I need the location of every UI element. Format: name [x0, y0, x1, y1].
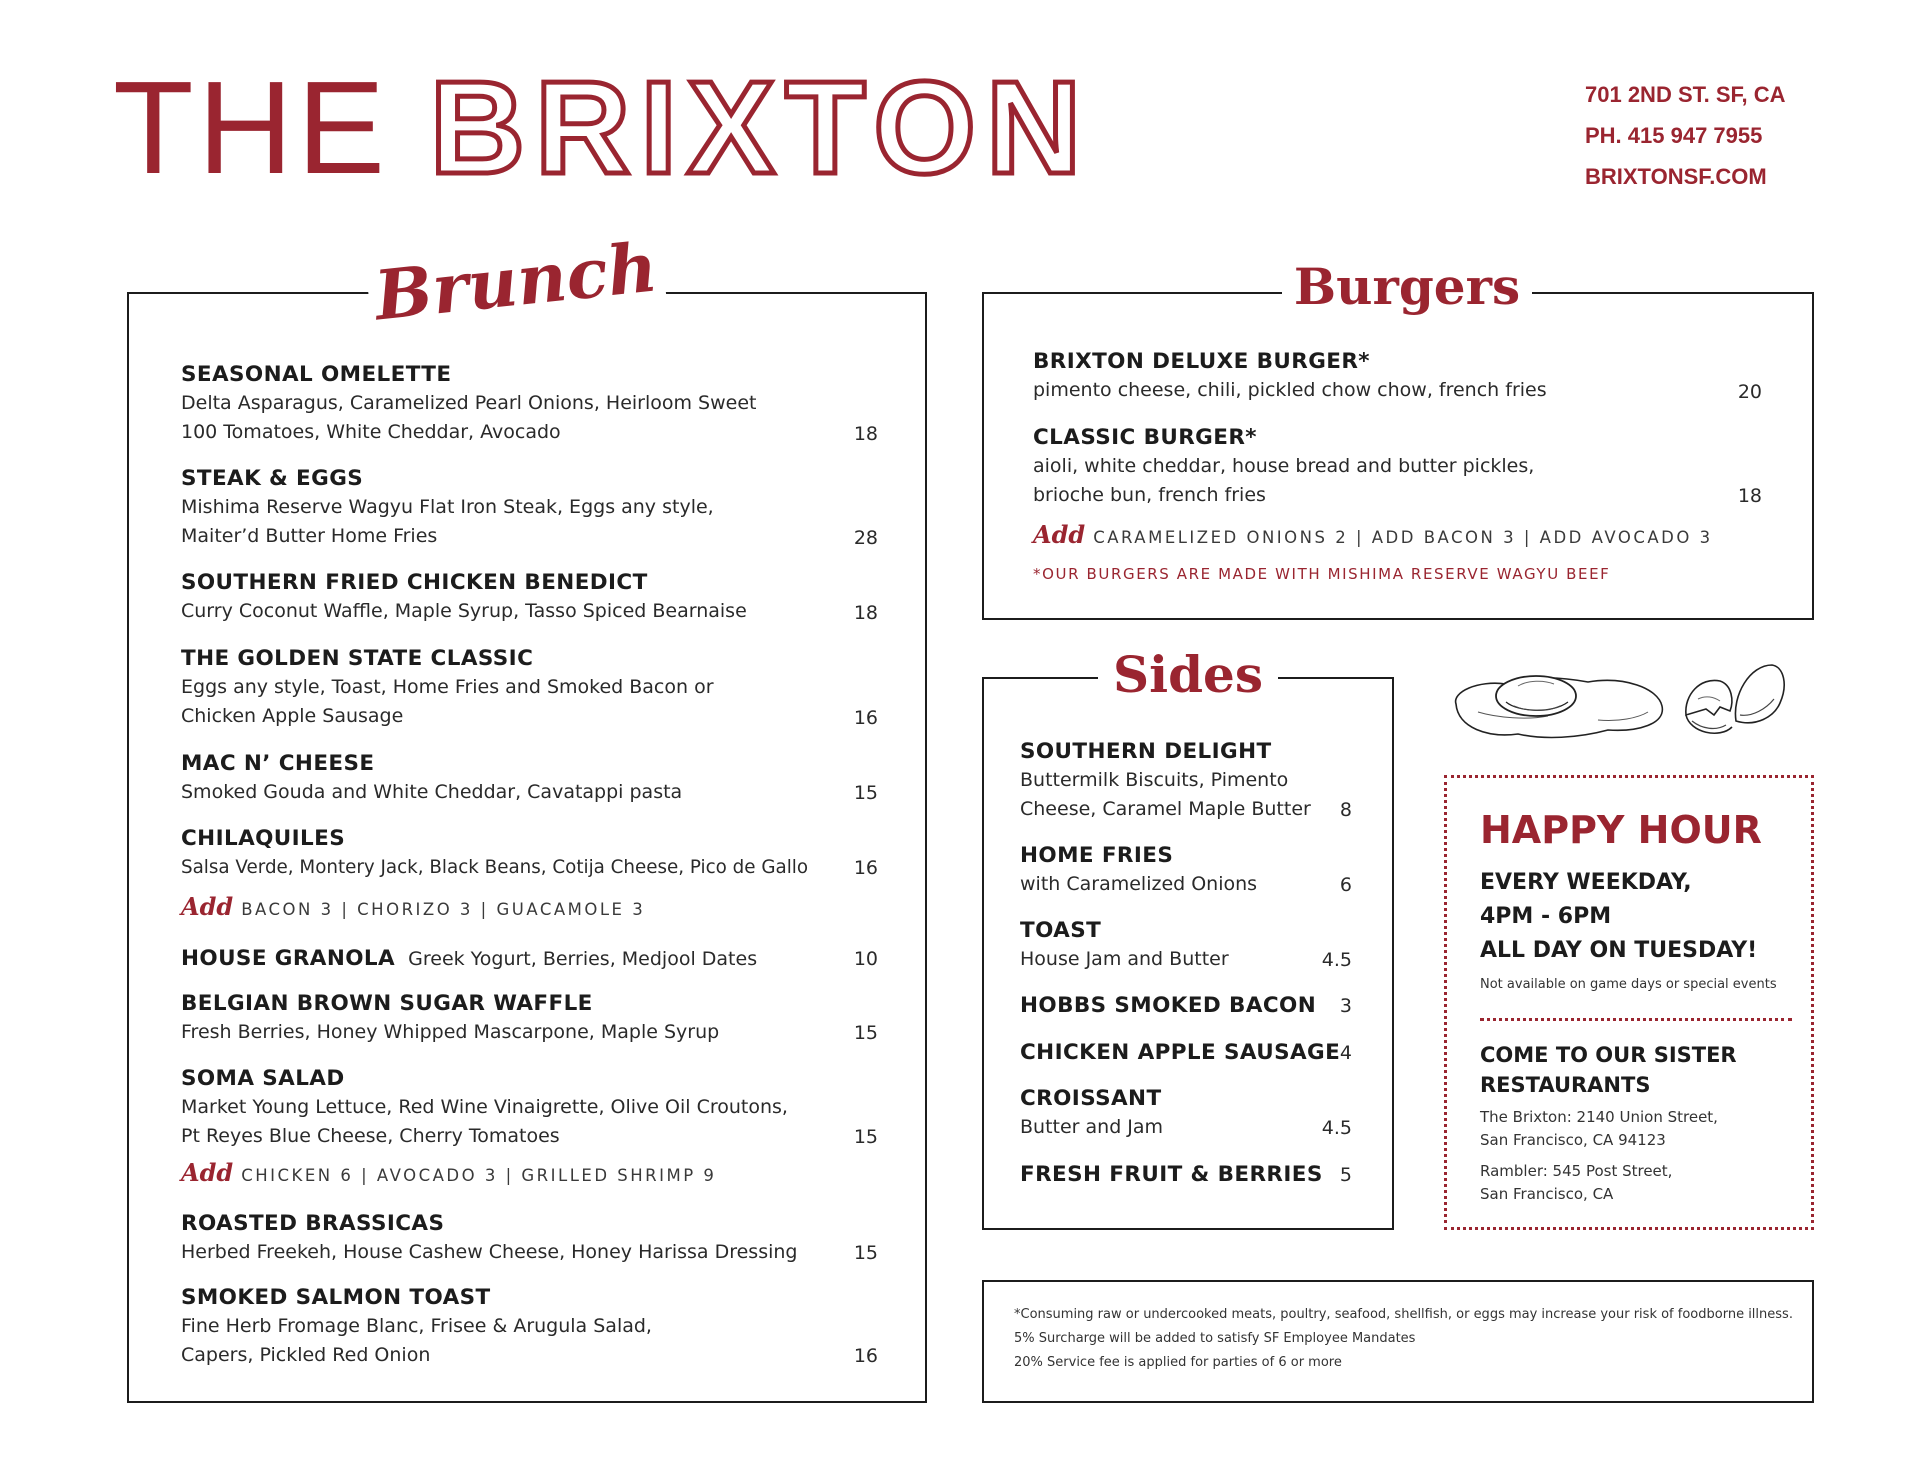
sister-restaurant-address	[1480, 1160, 1672, 1206]
sides-title: Sides	[1098, 650, 1278, 700]
happy-hour-note: Not available on game days or special events	[1480, 977, 1777, 992]
item-desc: Delta Asparagus, Caramelized Pearl Onions, Heirloom Sweet	[181, 392, 757, 414]
burger-add-ons	[1033, 520, 1713, 553]
item-price: 4.5	[1321, 1117, 1352, 1139]
item-desc: Greek Yogurt, Berries, Medjool Dates	[408, 948, 758, 970]
item-name: CLASSIC BURGER*	[1033, 425, 1257, 450]
menu-item	[181, 361, 756, 447]
item-price: 16	[853, 707, 878, 729]
happy-hour-title: HAPPY HOUR	[1480, 808, 1762, 852]
item-name: BRIXTON DELUXE BURGER*	[1033, 349, 1370, 374]
item-name: SMOKED SALMON TOAST	[181, 1285, 491, 1310]
restaurant-logo	[113, 54, 1092, 201]
item-price: 10	[853, 948, 878, 970]
item-desc: Curry Coconut Waffle, Maple Syrup, Tasso Spiced Bearnaise	[181, 600, 747, 622]
item-price: 15	[853, 1022, 878, 1044]
website-link[interactable]: BRIXTONSF.COM	[1585, 164, 1767, 189]
burger-note: *OUR BURGERS ARE MADE WITH MISHIMA RESERVE WAGYU BEEF	[1033, 565, 1611, 583]
add-options: CARAMELIZED ONIONS 2 | ADD BACON 3 | ADD AVOCADO 3	[1093, 528, 1713, 547]
add-label: Add	[1033, 520, 1086, 549]
item-price: 6	[1339, 874, 1352, 896]
burgers-title: Burgers	[1282, 262, 1532, 312]
item-desc: Chicken Apple Sausage	[181, 705, 404, 727]
add-label: Add	[181, 1158, 234, 1187]
add-options: BACON 3 | CHORIZO 3 | GUACAMOLE 3	[241, 900, 646, 919]
item-name: THE GOLDEN STATE CLASSIC	[181, 646, 534, 671]
item-price: 15	[853, 1126, 878, 1148]
menu-item	[1020, 1161, 1323, 1189]
item-price: 20	[1737, 381, 1762, 403]
disclaimer-line: 20% Service fee is applied for parties of 6 or more	[1014, 1355, 1342, 1370]
eggshell-icon	[1680, 655, 1790, 743]
item-name: CHICKEN APPLE SAUSAGE	[1020, 1040, 1341, 1065]
menu-item	[181, 750, 682, 807]
phone: PH. 415 947 7955	[1585, 123, 1763, 148]
address-line: San Francisco, CA 94123	[1480, 1131, 1666, 1149]
item-name: ROASTED BRASSICAS	[181, 1211, 445, 1236]
add-ons-chilaquiles	[181, 892, 645, 925]
sister-restaurants-title: COME TO OUR SISTER RESTAURANTS	[1480, 1043, 1737, 1097]
happy-hour-divider	[1480, 1018, 1792, 1021]
item-price: 18	[1737, 485, 1762, 507]
add-ons-salad	[181, 1158, 716, 1191]
menu-item	[181, 1284, 652, 1370]
item-desc: Herbed Freekeh, House Cashew Cheese, Honey Harissa Dressing	[181, 1241, 798, 1263]
item-price: 4	[1339, 1042, 1352, 1064]
disclaimer-line: *Consuming raw or undercooked meats, poultry, seafood, shellfish, or eggs may increase your risk of foodborne illness.	[1014, 1307, 1793, 1322]
item-desc: Salsa Verde, Montery Jack, Black Beans, Cotija Cheese, Pico de Gallo	[181, 857, 809, 878]
sister-restaurant-address	[1480, 1106, 1718, 1152]
item-desc: Market Young Lettuce, Red Wine Vinaigrette, Olive Oil Croutons,	[181, 1096, 788, 1118]
item-price: 18	[853, 602, 878, 624]
item-desc: House Jam and Butter	[1020, 948, 1229, 970]
menu-item	[1033, 424, 1534, 510]
happy-hour-days: EVERY WEEKDAY,	[1480, 870, 1692, 895]
item-price: 28	[853, 527, 878, 549]
menu-item	[1020, 1085, 1163, 1142]
item-desc: Pt Reyes Blue Cheese, Cherry Tomatoes	[181, 1125, 560, 1147]
menu-item	[181, 825, 808, 882]
item-desc: Eggs any style, Toast, Home Fries and Smoked Bacon or	[181, 676, 714, 698]
add-label: Add	[181, 892, 234, 921]
item-desc: Fine Herb Fromage Blanc, Frisee & Arugula Salad,	[181, 1315, 652, 1337]
fried-egg-icon	[1448, 668, 1668, 742]
item-desc: Smoked Gouda and White Cheddar, Cavatappi pasta	[181, 781, 683, 803]
menu-item	[1033, 348, 1547, 405]
item-desc: with Caramelized Onions	[1020, 873, 1258, 895]
item-desc: Cheese, Caramel Maple Butter	[1020, 798, 1311, 820]
item-price: 18	[853, 423, 878, 445]
item-name: SOUTHERN FRIED CHICKEN BENEDICT	[181, 570, 648, 595]
disclaimer-line: 5% Surcharge will be added to satisfy SF Employee Mandates	[1014, 1331, 1416, 1346]
address-line: San Francisco, CA	[1480, 1185, 1614, 1203]
item-name: SOUTHERN DELIGHT	[1020, 739, 1272, 764]
menu-item	[181, 645, 714, 731]
item-name: FRESH FRUIT & BERRIES	[1020, 1162, 1323, 1187]
address-line: Rambler: 545 Post Street,	[1480, 1162, 1673, 1180]
item-price: 4.5	[1321, 949, 1352, 971]
add-options: CHICKEN 6 | AVOCADO 3 | GRILLED SHRIMP 9	[241, 1166, 717, 1185]
address-line: The Brixton: 2140 Union Street,	[1480, 1108, 1718, 1126]
item-desc: Maiter’d Butter Home Fries	[181, 525, 438, 547]
item-name: SEASONAL OMELETTE	[181, 362, 452, 387]
item-name: STEAK & EGGS	[181, 466, 364, 491]
item-desc: Capers, Pickled Red Onion	[181, 1344, 431, 1366]
item-name: MAC N’ CHEESE	[181, 751, 375, 776]
item-desc: 100 Tomatoes, White Cheddar, Avocado	[181, 421, 561, 443]
item-price: 16	[853, 857, 878, 879]
menu-item	[1020, 738, 1311, 824]
item-price: 8	[1339, 799, 1352, 821]
happy-hour-tuesday: ALL DAY ON TUESDAY!	[1480, 938, 1758, 963]
menu-item	[1020, 917, 1229, 974]
item-desc: aioli, white cheddar, house bread and butter pickles,	[1033, 455, 1535, 477]
item-name: HOBBS SMOKED BACON	[1020, 993, 1317, 1018]
item-desc: brioche bun, french fries	[1033, 484, 1266, 506]
menu-item	[181, 569, 747, 626]
item-price: 16	[853, 1345, 878, 1367]
item-name: HOUSE GRANOLA	[181, 946, 396, 971]
brunch-title: Brunch	[365, 233, 666, 332]
item-name: BELGIAN BROWN SUGAR WAFFLE	[181, 991, 593, 1016]
item-desc: pimento cheese, chili, pickled chow chow, french fries	[1033, 379, 1547, 401]
logo-the: THE	[113, 54, 389, 201]
item-name: CROISSANT	[1020, 1086, 1162, 1111]
item-price: 15	[853, 782, 878, 804]
menu-item	[181, 990, 719, 1047]
item-price: 5	[1339, 1164, 1352, 1186]
menu-item	[1020, 1039, 1340, 1067]
contact-info	[1585, 80, 1786, 203]
happy-hour-time: 4PM - 6PM	[1480, 904, 1612, 929]
item-desc: Buttermilk Biscuits, Pimento	[1020, 769, 1289, 791]
item-name: TOAST	[1020, 918, 1102, 943]
menu-item	[181, 1210, 797, 1267]
menu-item	[1020, 842, 1257, 899]
item-desc: Butter and Jam	[1020, 1116, 1164, 1138]
item-name: SOMA SALAD	[181, 1066, 345, 1091]
menu-item	[1020, 992, 1316, 1020]
item-name: CHILAQUILES	[181, 826, 346, 851]
item-desc: Mishima Reserve Wagyu Flat Iron Steak, Eggs any style,	[181, 496, 714, 518]
menu-item	[181, 945, 757, 974]
logo-brixton: BRIXTON	[429, 54, 1092, 201]
menu-item	[181, 465, 714, 551]
item-price: 15	[853, 1242, 878, 1264]
item-name: HOME FRIES	[1020, 843, 1174, 868]
item-desc: Fresh Berries, Honey Whipped Mascarpone, Maple Syrup	[181, 1021, 720, 1043]
item-price: 3	[1339, 995, 1352, 1017]
menu-item	[181, 1065, 788, 1151]
address: 701 2ND ST. SF, CA	[1585, 82, 1786, 107]
